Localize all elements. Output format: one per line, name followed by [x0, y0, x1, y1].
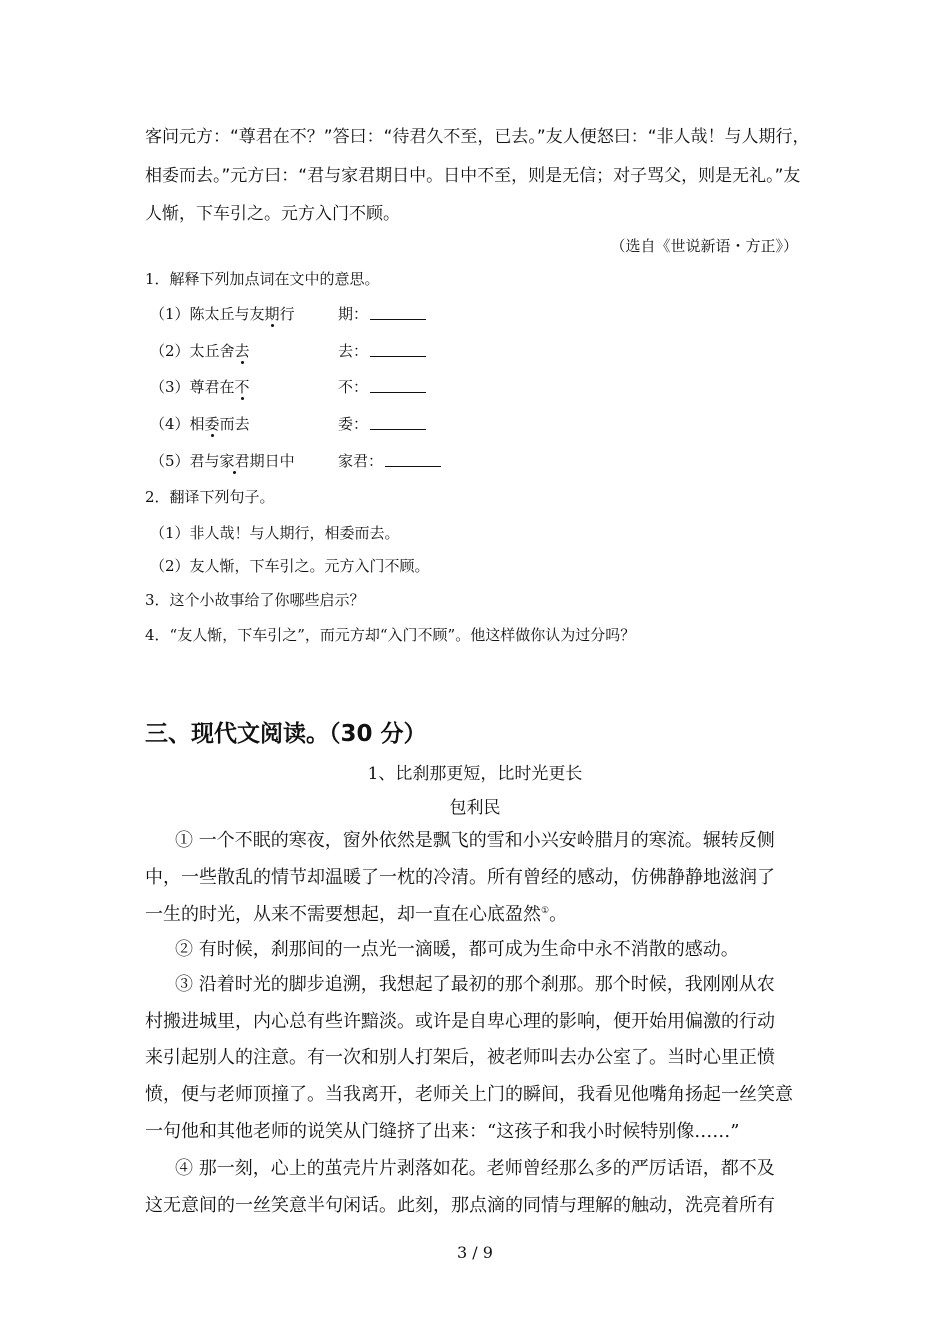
dotted-word: 期	[264, 305, 280, 323]
body-line: ④ 那一刻，心上的茧壳片片剥落如花。老师曾经那么多的严厉话语，都不及	[175, 1158, 775, 1179]
body-line: ① 一个不眠的寒夜，窗外依然是飘飞的雪和小兴安岭腊月的寒流。辗转反侧	[175, 830, 775, 851]
dotted-word: 家君	[219, 452, 250, 470]
answer-label: 家君：	[338, 452, 384, 470]
blank-line	[370, 415, 426, 430]
body-line: 村搬进城里，内心总有些许黯淡。或许是自卑心理的影响，便开始用偏激的行动	[145, 1011, 775, 1032]
question-3: 3．这个小故事给了你哪些启示？	[145, 591, 365, 609]
passage-line-2: 相委而去。”元方曰：“君与家君期日中。日中不至，则是无信；对子骂父，则是无礼。”友	[145, 166, 801, 186]
answer-blank[interactable]	[338, 340, 426, 361]
item-prefix: （2）太丘舍	[150, 342, 235, 360]
item-prefix: （1）陈太丘与友	[150, 305, 265, 323]
question-1-item	[150, 413, 250, 434]
answer-label: 去：	[338, 342, 369, 360]
question-4: 4．“友人惭，下车引之”，而元方却“入门不顾”。他这样做你认为过分吗？	[145, 626, 636, 644]
item-suffix: 而去	[219, 415, 250, 433]
question-2-title: 2．翻译下列句子。	[145, 488, 275, 506]
answer-blank[interactable]	[338, 303, 426, 324]
blank-line	[370, 305, 426, 320]
dotted-word: 不	[234, 378, 250, 396]
footnote-marker: ①	[541, 906, 550, 916]
item-prefix: （5）君与	[150, 452, 220, 470]
body-line: 中，一些散乱的情节却温暖了一枕的冷清。所有曾经的感动，仿佛静静地滋润了	[145, 867, 775, 888]
question-2-item: （2）友人惭，下车引之。元方入门不顾。	[150, 557, 430, 575]
dotted-word: 去	[234, 342, 250, 360]
answer-blank[interactable]	[338, 376, 426, 397]
body-line: 这无意间的一丝笑意半句闲话。此刻，那点滴的同情与理解的触动，洗亮着所有	[145, 1195, 775, 1216]
item-prefix: （3）尊君在	[150, 378, 235, 396]
question-1-item	[150, 303, 295, 324]
answer-blank[interactable]	[338, 413, 426, 434]
question-2-item: （1）非人哉！与人期行，相委而去。	[150, 524, 400, 542]
item-suffix: 行	[279, 305, 295, 323]
answer-label: 委：	[338, 415, 369, 433]
article-author: 包利民	[449, 798, 501, 818]
dotted-word: 委	[204, 415, 220, 433]
blank-line	[385, 452, 441, 467]
question-1-item	[150, 450, 295, 471]
article-title: 1、比刹那更短，比时光更长	[367, 764, 583, 784]
question-1-title: 1．解释下列加点词在文中的意思。	[145, 270, 380, 288]
body-line: 愤，便与老师顶撞了。当我离开，老师关上门的瞬间，我看见他嘴角扬起一丝笑意	[145, 1084, 793, 1105]
passage-line-3: 人惭，下车引之。元方入门不顾。	[145, 204, 400, 224]
body-line: ③ 沿着时光的脚步追溯，我想起了最初的那个刹那。那个时候，我刚刚从农	[175, 974, 775, 995]
answer-label: 不：	[338, 378, 369, 396]
page-number: 3 / 9	[457, 1243, 493, 1262]
question-1-item	[150, 340, 250, 361]
question-1-item	[150, 376, 250, 397]
item-prefix: （4）相	[150, 415, 205, 433]
section-heading: 三、现代文阅读。（30 分）	[145, 721, 427, 747]
answer-label: 期：	[338, 305, 369, 323]
passage-line-1: 客问元方：“尊君在不？”答曰：“待君久不至，已去。”友人便怒曰：“非人哉！与人期行，	[145, 127, 810, 147]
blank-line	[370, 378, 426, 393]
body-line: ② 有时候，刹那间的一点光一滴暖，都可成为生命中永不消散的感动。	[175, 939, 739, 960]
body-text: 一生的时光，从来不需要想起，却一直在心底盈然	[145, 904, 541, 925]
body-line: 来引起别人的注意。有一次和别人打架后，被老师叫去办公室了。当时心里正愤	[145, 1047, 775, 1068]
passage-source: （选自《世说新语・方正》）	[610, 237, 798, 255]
body-line	[145, 900, 567, 926]
body-line: 一句他和其他老师的说笑从门缝挤了出来：“这孩子和我小时候特别像……”	[145, 1121, 740, 1142]
blank-line	[370, 342, 426, 357]
body-text: 。	[549, 904, 568, 925]
item-suffix: 期日中	[249, 452, 295, 470]
answer-blank[interactable]	[338, 450, 441, 471]
